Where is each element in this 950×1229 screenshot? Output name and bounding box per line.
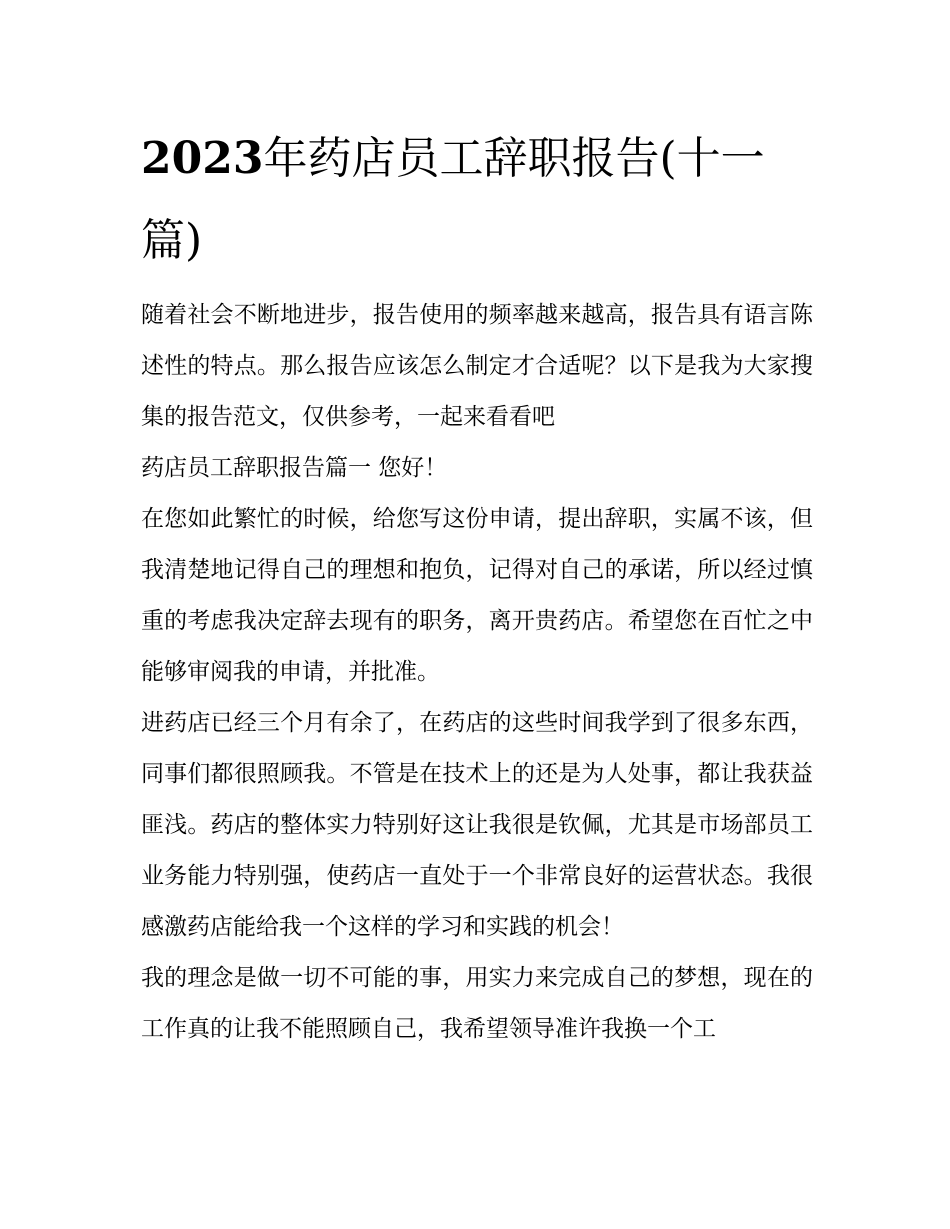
paragraph-reason: 我的理念是做一切不可能的事，用实力来完成自己的梦想，现在的工作真的让我不能照顾自己，我希望领导准许我换一个工 [141,965,813,1042]
title-year: 2023 [141,133,264,184]
paragraph-experience: 进药店已经三个月有余了，在药店的这些时间我学到了很多东西，同事们都很照顾我。不管是在技术上的还是为人处事，都让我获益匪浅。药店的整体实力特别好这让我很是钦佩，尤其是市场部员工业务能力特别强，使药店一直处于一个非常良好的运营状态。我很感激药店能给我一个这样的学习和实践的机会！ [141,710,813,940]
paragraph-greeting: 药店员工辞职报告篇一 您好！ [141,455,448,481]
document-title [141,118,813,282]
document-body [141,118,813,1055]
paragraph-list [141,290,813,1055]
paragraph-intro: 随着社会不断地进步，报告使用的频率越来越高，报告具有语言陈述性的特点。那么报告应该怎么制定才合适呢？以下是我为大家搜集的报告范文，仅供参考，一起来看看吧 [141,302,813,430]
paragraph-request: 在您如此繁忙的时候，给您写这份申请，提出辞职，实属不该，但我清楚地记得自己的理想和抱负，记得对自己的承诺，所以经过慎重的考虑我决定辞去现有的职务，离开贵药店。希望您在百忙之中能够审阅我的申请，并批准。 [141,506,813,685]
title-text: 年药店员工辞职报告(十一篇) [141,133,765,266]
